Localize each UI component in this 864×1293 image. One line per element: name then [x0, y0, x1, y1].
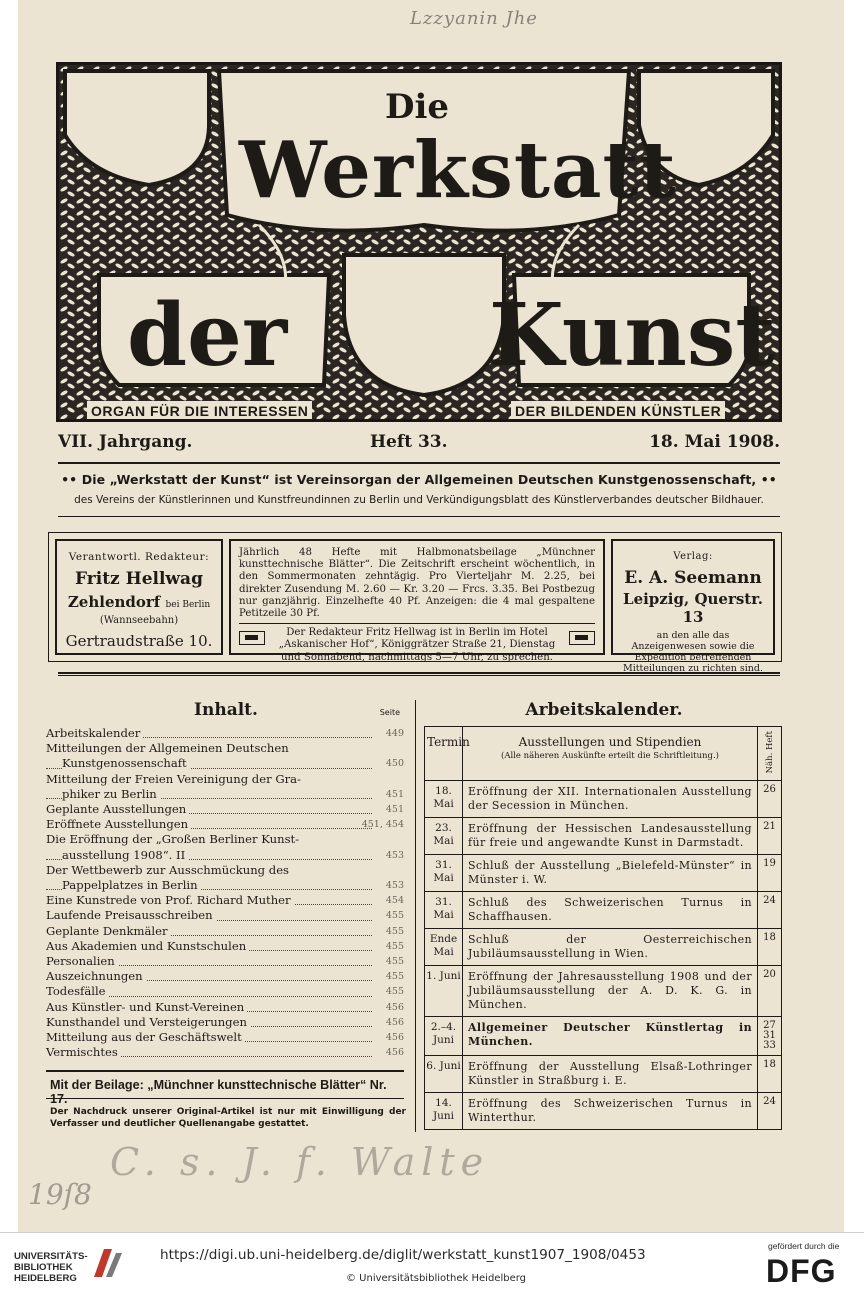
contents-item — [46, 1000, 406, 1015]
handwritten-annotation: Lzzyanin Jhe — [410, 8, 538, 29]
contents-item-title: Geplante Ausstellungen — [46, 802, 189, 816]
calendar-event: Eröffnung der XII. Internationalen Ausstellung der Secession in München. — [463, 781, 758, 818]
library-name-line: UNIVERSITÄTS- — [14, 1251, 88, 1262]
calendar-row — [425, 781, 782, 818]
contents-item-title: Der Wettbewerb zur Ausschmückung des — [46, 863, 292, 877]
title-die: Die — [385, 87, 450, 127]
organ-subtitle-right: DER BILDENDEN KÜNSTLER — [511, 401, 725, 421]
contents-item-title: Mitteilung aus der Geschäftswelt — [46, 1030, 245, 1044]
calendar-event: Schluß des Schweizerischen Turnus in Schaffhausen. — [463, 892, 758, 929]
divider — [46, 1098, 404, 1099]
calendar-heft: 20 — [758, 966, 782, 1017]
heft-number: Heft 33. — [370, 432, 448, 452]
contents-item-page: 456 — [385, 1032, 404, 1044]
contents-item — [46, 832, 406, 847]
calendar-event: Eröffnung der Ausstellung Elsaß-Lothringer Künstler in Straßburg i. E. — [463, 1056, 758, 1093]
main-header-label: Ausstellungen und Stipendien — [518, 735, 702, 749]
contents-item-page: 451, 454 — [361, 819, 404, 831]
contents-item-page: 455 — [385, 986, 404, 998]
jahrgang: VII. Jahrgang. — [58, 432, 193, 452]
calendar-heft: 27 31 33 — [758, 1017, 782, 1056]
calendar-event: Schluß der Oesterreichischen Jubiläumsausstellung in Wien. — [463, 929, 758, 966]
column-divider — [415, 700, 416, 1132]
contents-item — [46, 969, 406, 984]
calendar-event: Eröffnung der Hessischen Landesausstellung für freie und angewandte Kunst in Darmstadt. — [463, 818, 758, 855]
calendar-row — [425, 966, 782, 1017]
info-box — [48, 532, 782, 674]
issue-line — [58, 432, 780, 458]
beilage-note: Mit der Beilage: „Münchner kunsttechnische Blätter“ Nr. 17. — [50, 1078, 387, 1106]
divider — [46, 1070, 404, 1072]
masthead — [56, 62, 782, 422]
calendar-row — [425, 1093, 782, 1130]
calendar-event: Schluß der Ausstellung „Bielefeld-Münster“ in Münster i. W. — [463, 855, 758, 892]
double-divider — [58, 672, 780, 676]
divider — [239, 623, 595, 624]
heft-header-label: Näh. Heft — [764, 731, 775, 774]
publisher-label: Verlag: — [673, 551, 713, 562]
editor-town — [57, 593, 221, 611]
contents-item — [46, 954, 406, 969]
contents-item-page: 451 — [385, 804, 404, 816]
telephone-icon — [569, 631, 595, 645]
dfg-logo[interactable]: DFG — [766, 1253, 837, 1289]
contents-item-title: Eröffnete Ausstellungen — [46, 817, 191, 831]
contents-item-page: 455 — [385, 925, 404, 937]
subscription-text: Jährlich 48 Hefte mit Halbmonatsbeilage „Münchner kunsttechnische Blätter“. Die Zeitschrift erscheint wöchentlich, in den Sommermonaten zehntägig. Pro Vierteljahr M. 2.25, bei direkter Zusendung M. 2.60 — Kr. 3.20 — Frcs. 3.35. Bei Postbezug nur ganzjährig. Einzelhefte 40 Pf. Anzeigen: die 4 mal gespaltene Petitzeile 30 Pf. — [239, 547, 595, 620]
calendar-date: 31. Mai — [425, 855, 463, 892]
calendar-heft: 24 — [758, 1093, 782, 1130]
contents-item — [46, 741, 406, 756]
issue-date: 18. Mai 1908. — [649, 432, 780, 452]
heft-header — [758, 727, 782, 781]
contents-item-title: Kunstgenossenschaft — [62, 756, 190, 770]
contents-item-title: Auszeichnungen — [46, 969, 146, 983]
calendar-row — [425, 929, 782, 966]
contents-item-page: 455 — [385, 910, 404, 922]
contents-item-title: Die Eröffnung der „Großen Berliner Kunst- — [46, 832, 302, 846]
calendar-table — [424, 726, 782, 1130]
calendar-heft: 19 — [758, 855, 782, 892]
dfg-note: gefördert durch die — [768, 1241, 840, 1251]
telephone-icon — [239, 631, 265, 645]
contents-item-page: 456 — [385, 1047, 404, 1059]
calendar-heft: 18 — [758, 929, 782, 966]
contents-title: Inhalt. — [194, 700, 258, 720]
contents-list — [46, 726, 406, 1060]
permalink-url[interactable]: https://digi.ub.uni-heidelberg.de/diglit/werkstatt_kunst1907_1908/0453 — [160, 1247, 646, 1263]
contents-item-title: Aus Künstler- und Kunst-Vereinen — [46, 1000, 247, 1014]
calendar-row — [425, 1017, 782, 1056]
office-hours — [239, 627, 595, 664]
association-line-1: •• Die „Werkstatt der Kunst“ ist Vereinsorgan der Allgemeinen Deutschen Kunstgenossenschaft, •• — [61, 472, 777, 487]
contents-item — [46, 1015, 406, 1030]
contents-item — [46, 726, 406, 741]
contents-item-page: 455 — [385, 940, 404, 952]
contents-item-title: Pappelplatzes in Berlin — [62, 878, 201, 892]
contents-heading — [46, 700, 406, 724]
contents-item-title: Personalien — [46, 954, 118, 968]
handwritten-signature: C. s. J. f. Walte — [110, 1140, 490, 1184]
contents-item-page: 453 — [385, 849, 404, 861]
contents-item-title: Mitteilung der Freien Vereinigung der Gra- — [46, 772, 304, 786]
contents-item-title: Geplante Denkmäler — [46, 924, 171, 938]
termin-header: Termin — [425, 727, 463, 781]
reprint-notice: Der Nachdruck unserer Original-Artikel ist nur mit Einwilligung der Verfasser und deutlicher Quellenangabe gestattet. — [50, 1107, 406, 1129]
contents-item-page: 455 — [385, 971, 404, 983]
contents-item-page: 449 — [385, 728, 404, 739]
title-kunst: Kunst — [489, 285, 776, 386]
seite-label: Seite — [379, 708, 400, 717]
contents-item-page: 455 — [385, 956, 404, 968]
contents-item-page: 456 — [385, 1001, 404, 1013]
contents-item — [46, 878, 406, 893]
library-name-line: HEIDELBERG — [14, 1273, 77, 1284]
contents-item-page: 456 — [385, 1016, 404, 1028]
calendar-date: 31. Mai — [425, 892, 463, 929]
calendar-row — [425, 1056, 782, 1093]
contents-item-title: Todesfälle — [46, 984, 109, 998]
contents-item — [46, 984, 406, 999]
contents-item-title: phiker zu Berlin — [62, 787, 160, 801]
calendar-header-row — [425, 727, 782, 781]
contents-item-title: Mitteilungen der Allgemeinen Deutschen — [46, 741, 292, 755]
calendar-row — [425, 818, 782, 855]
library-logo-icon — [90, 1243, 124, 1281]
calendar-row — [425, 855, 782, 892]
calendar-date: 14. Juni — [425, 1093, 463, 1130]
contents-item — [46, 939, 406, 954]
divider — [58, 462, 780, 464]
viewer-footer — [0, 1232, 864, 1293]
divider — [58, 516, 780, 517]
contents-item — [46, 756, 406, 771]
calendar-date: 23. Mai — [425, 818, 463, 855]
calendar-date: 1. Juni — [425, 966, 463, 1017]
contents-item-page: 454 — [385, 895, 404, 907]
contents-item — [46, 1030, 406, 1045]
contents-item — [46, 802, 406, 817]
contents-item-title: Laufende Preisausschreiben — [46, 908, 216, 922]
calendar-date: 18. Mai — [425, 781, 463, 818]
calendar-heft: 18 — [758, 1056, 782, 1093]
contents-item-page: 453 — [385, 880, 404, 892]
publisher-city: Leipzig, Querstr. 13 — [623, 590, 763, 626]
contents-item — [46, 863, 406, 878]
calendar-event: Eröffnung der Jahresausstellung 1908 und der Jubiläumsausstellung der A. D. K. G. in München. — [463, 966, 758, 1017]
contents-item-title: Eine Kunstrede von Prof. Richard Muther — [46, 893, 294, 907]
library-name-line: BIBLIOTHEK — [14, 1262, 73, 1273]
contents-item — [46, 848, 406, 863]
association-line-2: des Vereins der Künstlerinnen und Kunstfreundinnen zu Berlin und Verkündigungsblatt des Künstlerverbandes deutscher Bildhauer. — [74, 494, 764, 506]
office-hours-text: Der Redakteur Fritz Hellwag ist in Berlin im Hotel „Askanischer Hof“, Königgrätzer Straße 21, Dienstag und Sonnabend, nachmittags 5—7 Uhr, zu sprechen. — [278, 627, 556, 663]
editor-box — [55, 539, 223, 655]
main-header-sub: (Alle näheren Auskünfte erteilt die Schriftleitung.) — [501, 751, 719, 761]
contents-item-title: ausstellung 1908“. II — [62, 848, 188, 862]
calendar-body — [425, 781, 782, 1130]
main-header — [463, 727, 758, 781]
contents-item — [46, 1045, 406, 1060]
calendar-event: Allgemeiner Deutscher Künstlertag in München. — [463, 1017, 758, 1056]
contents-item-title: Kunsthandel und Versteigerungen — [46, 1015, 250, 1029]
subscription-box — [229, 539, 605, 663]
contents-item-page: 450 — [385, 758, 404, 770]
calendar-heft: 24 — [758, 892, 782, 929]
copyright-text: © Universitätsbibliothek Heidelberg — [346, 1273, 527, 1284]
contents-item-page: 451 — [385, 788, 404, 800]
calendar-heft: 21 — [758, 818, 782, 855]
calendar-row — [425, 892, 782, 929]
contents-item — [46, 908, 406, 923]
organ-subtitle-left: ORGAN FÜR DIE INTERESSEN — [87, 401, 312, 421]
editor-town-suffix: bei Berlin — [165, 600, 211, 610]
handwritten-mark: 19ſ8 — [28, 1178, 92, 1211]
calendar-event: Eröffnung des Schweizerischen Turnus in Winterthur. — [463, 1093, 758, 1130]
calendar-section — [424, 700, 784, 1130]
calendar-title: Arbeitskalender. — [525, 700, 683, 720]
publisher-box — [611, 539, 775, 674]
contents-item — [46, 924, 406, 939]
editor-street: Gertraudstraße 10. — [65, 632, 213, 650]
calendar-date: 2.–4. Juni — [425, 1017, 463, 1056]
editor-town-name: Zehlendorf — [67, 593, 161, 611]
calendar-date: 6. Juni — [425, 1056, 463, 1093]
contents-item — [46, 787, 406, 802]
contents-item — [46, 817, 406, 832]
contents-item-title: Aus Akademien und Kunstschulen — [46, 939, 249, 953]
calendar-heft: 26 — [758, 781, 782, 818]
publisher-note: an den alle das Anzeigenwesen sowie die Expedition betreffenden Mitteilungen zu richten sind. — [622, 630, 764, 674]
editor-label: Verantwortl. Redakteur: — [68, 551, 210, 563]
publisher-name: E. A. Seemann — [624, 568, 762, 588]
editor-name: Fritz Hellwag — [75, 569, 203, 589]
contents-item-title: Arbeitskalender — [46, 726, 143, 740]
title-werkstatt: Werkstatt — [239, 125, 677, 216]
library-name — [14, 1251, 88, 1284]
contents-section — [46, 700, 406, 1060]
contents-item — [46, 893, 406, 908]
title-der: der — [127, 285, 288, 386]
contents-item — [46, 772, 406, 787]
calendar-date: Ende Mai — [425, 929, 463, 966]
contents-item-title: Vermischtes — [46, 1045, 121, 1059]
editor-area: (Wannseebahn) — [99, 615, 179, 626]
